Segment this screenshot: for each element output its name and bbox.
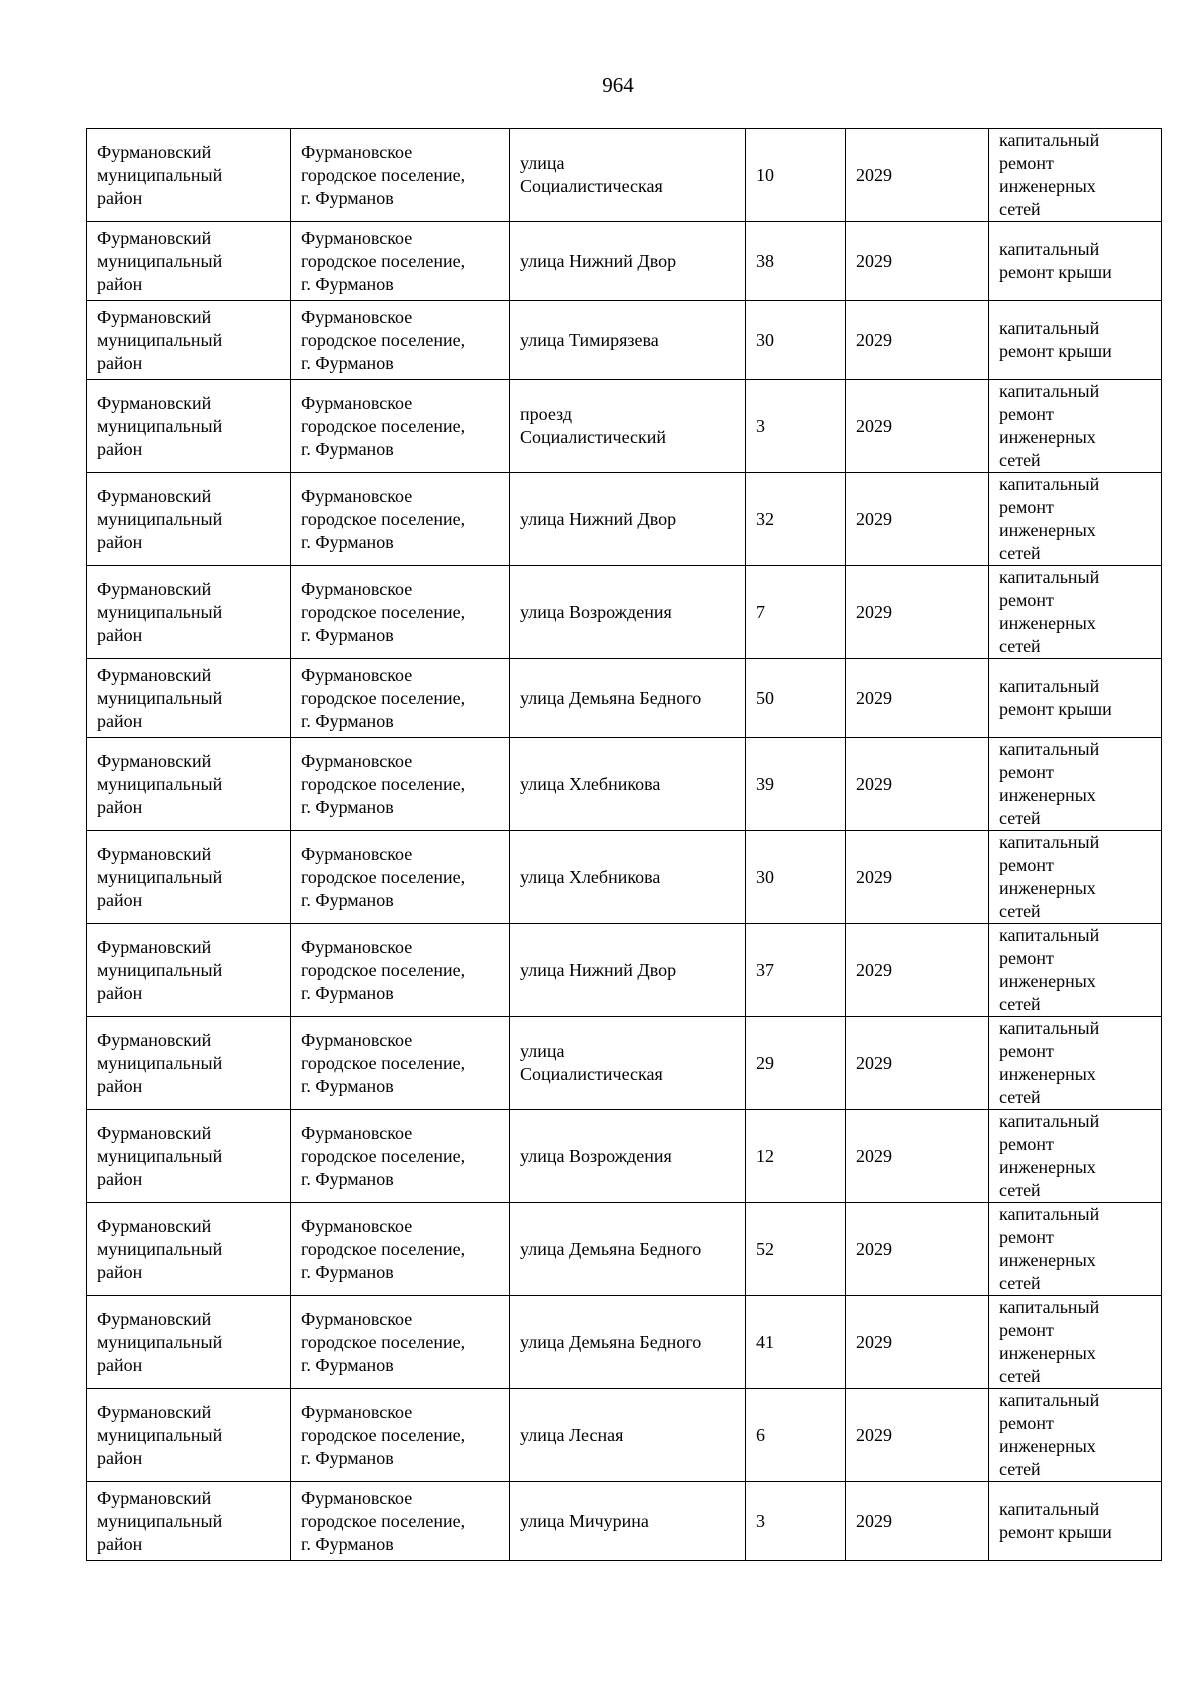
street-cell	[510, 1017, 746, 1110]
settlement-cell	[291, 566, 510, 659]
district-cell-line: Фурмановский	[97, 578, 212, 599]
district-cell	[87, 566, 291, 659]
street-cell-line: улица Возрождения	[520, 1145, 672, 1166]
settlement-cell-line: Фурмановское	[301, 1029, 413, 1050]
work-type-cell-line: сетей	[999, 543, 1041, 563]
work-type-cell-line: инженерных	[999, 1343, 1096, 1363]
work-type-cell-line: ремонт крыши	[999, 1522, 1112, 1542]
work-type-cell-line: капитальный	[999, 474, 1100, 494]
table-row	[87, 924, 1162, 1017]
district-cell-line: район	[97, 1168, 143, 1189]
page-number: 964	[602, 73, 634, 97]
house-number-cell: 10	[746, 129, 846, 222]
work-type-cell-line: инженерных	[999, 1064, 1096, 1084]
table-row	[87, 659, 1162, 738]
district-cell-line: район	[97, 1533, 143, 1554]
settlement-cell	[291, 831, 510, 924]
settlement-cell-line: Фурмановское	[301, 1215, 413, 1236]
year-cell: 2029	[846, 924, 989, 1017]
work-type-cell-line: капитальный	[999, 676, 1100, 696]
district-cell-line: муниципальный	[97, 1331, 223, 1352]
settlement-cell-line: г. Фурманов	[301, 1075, 394, 1096]
settlement-cell	[291, 1017, 510, 1110]
year-cell: 2029	[846, 222, 989, 301]
street-cell	[510, 738, 746, 831]
street-cell	[510, 659, 746, 738]
street-cell	[510, 1482, 746, 1561]
house-number-cell: 3	[746, 1482, 846, 1561]
settlement-cell	[291, 738, 510, 831]
settlement-cell	[291, 129, 510, 222]
street-cell	[510, 1296, 746, 1389]
table-row	[87, 129, 1162, 222]
settlement-cell-line: г. Фурманов	[301, 1533, 394, 1554]
work-type-cell	[989, 1389, 1162, 1482]
work-type-cell-line: ремонт	[999, 1041, 1054, 1061]
settlement-cell	[291, 1389, 510, 1482]
settlement-cell-line: Фурмановское	[301, 485, 413, 506]
work-type-cell	[989, 129, 1162, 222]
settlement-cell	[291, 1482, 510, 1561]
district-cell-line: муниципальный	[97, 415, 223, 436]
street-cell	[510, 473, 746, 566]
work-type-cell-line: инженерных	[999, 971, 1096, 991]
settlement-cell-line: Фурмановское	[301, 1487, 413, 1508]
street-cell-line: улица Нижний Двор	[520, 250, 677, 271]
district-cell-line: муниципальный	[97, 1238, 223, 1259]
settlement-cell	[291, 473, 510, 566]
settlement-cell-line: Фурмановское	[301, 843, 413, 864]
work-type-cell	[989, 1203, 1162, 1296]
work-type-cell-line: капитальный	[999, 318, 1100, 338]
settlement-cell-line: городское поселение,	[301, 601, 466, 622]
street-cell	[510, 1110, 746, 1203]
street-cell-line: улица	[520, 1041, 565, 1061]
table-row	[87, 738, 1162, 831]
settlement-cell	[291, 222, 510, 301]
street-cell	[510, 1203, 746, 1296]
work-type-cell-line: сетей	[999, 994, 1041, 1014]
district-cell-line: Фурмановский	[97, 1401, 212, 1422]
house-number-cell: 37	[746, 924, 846, 1017]
work-type-cell-line: сетей	[999, 1459, 1041, 1479]
work-type-cell	[989, 301, 1162, 380]
work-type-cell-line: капитальный	[999, 1018, 1100, 1038]
settlement-cell-line: городское поселение,	[301, 250, 466, 271]
settlement-cell-line: г. Фурманов	[301, 352, 394, 373]
district-cell	[87, 1017, 291, 1110]
year-cell: 2029	[846, 1482, 989, 1561]
district-cell	[87, 1203, 291, 1296]
work-type-cell	[989, 738, 1162, 831]
district-cell	[87, 380, 291, 473]
district-cell	[87, 473, 291, 566]
settlement-cell-line: городское поселение,	[301, 687, 466, 708]
settlement-cell-line: Фурмановское	[301, 1308, 413, 1329]
settlement-cell	[291, 1110, 510, 1203]
district-cell-line: Фурмановский	[97, 664, 212, 685]
year-cell: 2029	[846, 129, 989, 222]
district-cell-line: Фурмановский	[97, 227, 212, 248]
settlement-cell-line: г. Фурманов	[301, 796, 394, 817]
settlement-cell-line: г. Фурманов	[301, 273, 394, 294]
district-cell	[87, 738, 291, 831]
district-cell-line: Фурмановский	[97, 141, 212, 162]
settlement-cell-line: городское поселение,	[301, 508, 466, 529]
district-cell-line: муниципальный	[97, 866, 223, 887]
district-cell-line: район	[97, 531, 143, 552]
district-cell-line: муниципальный	[97, 601, 223, 622]
work-type-cell	[989, 222, 1162, 301]
settlement-cell-line: Фурмановское	[301, 306, 413, 327]
settlement-cell-line: г. Фурманов	[301, 187, 394, 208]
settlement-cell-line: городское поселение,	[301, 959, 466, 980]
district-cell-line: муниципальный	[97, 250, 223, 271]
work-type-cell-line: сетей	[999, 1273, 1041, 1293]
year-cell: 2029	[846, 380, 989, 473]
district-cell-line: Фурмановский	[97, 1029, 212, 1050]
district-cell	[87, 1389, 291, 1482]
house-number-cell: 38	[746, 222, 846, 301]
district-cell	[87, 831, 291, 924]
street-cell-line: Социалистическая	[520, 1064, 663, 1084]
street-cell-line: улица Мичурина	[520, 1510, 649, 1531]
district-cell-line: муниципальный	[97, 1052, 223, 1073]
district-cell-line: муниципальный	[97, 164, 223, 185]
district-cell-line: Фурмановский	[97, 843, 212, 864]
year-cell: 2029	[846, 1110, 989, 1203]
district-cell-line: муниципальный	[97, 959, 223, 980]
street-cell	[510, 222, 746, 301]
district-cell-line: район	[97, 1354, 143, 1375]
district-cell-line: муниципальный	[97, 1424, 223, 1445]
district-cell	[87, 301, 291, 380]
work-type-cell	[989, 1482, 1162, 1561]
house-number-cell: 30	[746, 301, 846, 380]
work-type-cell-line: ремонт	[999, 590, 1054, 610]
work-type-cell-line: инженерных	[999, 1157, 1096, 1177]
settlement-cell-line: городское поселение,	[301, 1331, 466, 1352]
district-cell-line: муниципальный	[97, 508, 223, 529]
street-cell-line: улица Хлебникова	[520, 866, 661, 887]
district-cell-line: Фурмановский	[97, 1122, 212, 1143]
work-type-cell-line: капитальный	[999, 739, 1100, 759]
work-type-cell	[989, 1296, 1162, 1389]
district-cell-line: Фурмановский	[97, 392, 212, 413]
district-cell-line: Фурмановский	[97, 306, 212, 327]
work-type-cell	[989, 1110, 1162, 1203]
street-cell	[510, 831, 746, 924]
district-cell-line: муниципальный	[97, 687, 223, 708]
work-type-cell-line: ремонт	[999, 948, 1054, 968]
district-cell-line: район	[97, 438, 143, 459]
table-row	[87, 301, 1162, 380]
street-cell-line: проезд	[520, 404, 573, 424]
work-type-cell-line: инженерных	[999, 613, 1096, 633]
district-cell-line: район	[97, 1261, 143, 1282]
work-type-cell-line: инженерных	[999, 176, 1096, 196]
settlement-cell-line: г. Фурманов	[301, 1168, 394, 1189]
street-cell	[510, 566, 746, 659]
district-cell-line: муниципальный	[97, 773, 223, 794]
settlement-cell-line: городское поселение,	[301, 1238, 466, 1259]
table-row	[87, 1203, 1162, 1296]
district-cell-line: район	[97, 796, 143, 817]
work-type-cell-line: сетей	[999, 1180, 1041, 1200]
house-number-cell: 29	[746, 1017, 846, 1110]
district-cell-line: район	[97, 889, 143, 910]
house-number-cell: 41	[746, 1296, 846, 1389]
year-cell: 2029	[846, 301, 989, 380]
settlement-cell-line: г. Фурманов	[301, 1354, 394, 1375]
street-cell	[510, 1389, 746, 1482]
district-cell-line: Фурмановский	[97, 750, 212, 771]
settlement-cell-line: Фурмановское	[301, 141, 413, 162]
work-type-cell	[989, 380, 1162, 473]
district-cell-line: район	[97, 710, 143, 731]
work-type-cell-line: инженерных	[999, 427, 1096, 447]
work-type-cell-line: ремонт	[999, 497, 1054, 517]
street-cell-line: Социалистический	[520, 427, 667, 447]
district-cell	[87, 1482, 291, 1561]
settlement-cell-line: г. Фурманов	[301, 624, 394, 645]
street-cell-line: улица Тимирязева	[520, 329, 659, 350]
street-cell	[510, 301, 746, 380]
district-cell	[87, 222, 291, 301]
settlement-cell-line: городское поселение,	[301, 329, 466, 350]
settlement-cell-line: городское поселение,	[301, 1510, 466, 1531]
table-row	[87, 1017, 1162, 1110]
work-type-cell	[989, 659, 1162, 738]
house-number-cell: 39	[746, 738, 846, 831]
work-type-cell-line: ремонт	[999, 404, 1054, 424]
district-cell-line: муниципальный	[97, 329, 223, 350]
district-cell-line: район	[97, 187, 143, 208]
work-type-cell-line: сетей	[999, 1366, 1041, 1386]
work-type-cell-line: инженерных	[999, 1436, 1096, 1456]
house-number-cell: 52	[746, 1203, 846, 1296]
work-type-cell-line: капитальный	[999, 1297, 1100, 1317]
district-cell-line: район	[97, 624, 143, 645]
district-cell	[87, 1296, 291, 1389]
settlement-cell-line: Фурмановское	[301, 578, 413, 599]
table-row	[87, 1389, 1162, 1482]
work-type-cell-line: ремонт крыши	[999, 341, 1112, 361]
street-cell-line: улица Демьяна Бедного	[520, 1238, 702, 1259]
work-type-cell-line: ремонт	[999, 1320, 1054, 1340]
district-cell	[87, 129, 291, 222]
district-cell-line: Фурмановский	[97, 485, 212, 506]
district-cell-line: Фурмановский	[97, 1487, 212, 1508]
street-cell-line: Социалистическая	[520, 176, 663, 196]
settlement-cell-line: Фурмановское	[301, 936, 413, 957]
work-type-cell	[989, 831, 1162, 924]
repair-schedule-table	[86, 128, 1162, 1561]
settlement-cell-line: городское поселение,	[301, 1424, 466, 1445]
house-number-cell: 3	[746, 380, 846, 473]
work-type-cell-line: ремонт крыши	[999, 262, 1112, 282]
table-row	[87, 1296, 1162, 1389]
settlement-cell	[291, 301, 510, 380]
work-type-cell-line: ремонт	[999, 762, 1054, 782]
district-cell-line: Фурмановский	[97, 1308, 212, 1329]
work-type-cell-line: инженерных	[999, 520, 1096, 540]
settlement-cell-line: Фурмановское	[301, 1122, 413, 1143]
work-type-cell-line: сетей	[999, 808, 1041, 828]
table-row	[87, 566, 1162, 659]
settlement-cell	[291, 659, 510, 738]
work-type-cell-line: ремонт	[999, 1134, 1054, 1154]
district-cell-line: район	[97, 982, 143, 1003]
district-cell-line: Фурмановский	[97, 1215, 212, 1236]
work-type-cell-line: капитальный	[999, 381, 1100, 401]
settlement-cell-line: г. Фурманов	[301, 889, 394, 910]
settlement-cell	[291, 1296, 510, 1389]
district-cell-line: муниципальный	[97, 1510, 223, 1531]
work-type-cell-line: капитальный	[999, 1111, 1100, 1131]
table-row	[87, 1110, 1162, 1203]
work-type-cell-line: ремонт	[999, 855, 1054, 875]
district-cell	[87, 924, 291, 1017]
work-type-cell-line: ремонт	[999, 1227, 1054, 1247]
district-cell-line: район	[97, 1075, 143, 1096]
table-row	[87, 1482, 1162, 1561]
settlement-cell-line: городское поселение,	[301, 866, 466, 887]
year-cell: 2029	[846, 473, 989, 566]
table-row	[87, 831, 1162, 924]
year-cell: 2029	[846, 1203, 989, 1296]
work-type-cell	[989, 924, 1162, 1017]
work-type-cell-line: сетей	[999, 199, 1041, 219]
settlement-cell-line: городское поселение,	[301, 773, 466, 794]
work-type-cell-line: капитальный	[999, 1204, 1100, 1224]
settlement-cell-line: г. Фурманов	[301, 982, 394, 1003]
settlement-cell-line: Фурмановское	[301, 750, 413, 771]
year-cell: 2029	[846, 659, 989, 738]
year-cell: 2029	[846, 1389, 989, 1482]
work-type-cell-line: сетей	[999, 901, 1041, 921]
settlement-cell-line: городское поселение,	[301, 415, 466, 436]
house-number-cell: 30	[746, 831, 846, 924]
settlement-cell-line: Фурмановское	[301, 227, 413, 248]
district-cell-line: район	[97, 273, 143, 294]
house-number-cell: 50	[746, 659, 846, 738]
settlement-cell-line: Фурмановское	[301, 664, 413, 685]
work-type-cell-line: сетей	[999, 1087, 1041, 1107]
work-type-cell-line: ремонт крыши	[999, 699, 1112, 719]
table-body	[87, 129, 1162, 1561]
work-type-cell	[989, 566, 1162, 659]
work-type-cell	[989, 1017, 1162, 1110]
settlement-cell	[291, 380, 510, 473]
district-cell-line: Фурмановский	[97, 936, 212, 957]
settlement-cell-line: г. Фурманов	[301, 438, 394, 459]
work-type-cell-line: капитальный	[999, 239, 1100, 259]
work-type-cell-line: ремонт	[999, 1413, 1054, 1433]
district-cell-line: район	[97, 352, 143, 373]
district-cell	[87, 1110, 291, 1203]
settlement-cell-line: г. Фурманов	[301, 531, 394, 552]
work-type-cell-line: ремонт	[999, 153, 1054, 173]
street-cell-line: улица Лесная	[520, 1424, 624, 1445]
work-type-cell-line: капитальный	[999, 925, 1100, 945]
work-type-cell-line: сетей	[999, 636, 1041, 656]
settlement-cell-line: городское поселение,	[301, 1052, 466, 1073]
year-cell: 2029	[846, 831, 989, 924]
work-type-cell-line: капитальный	[999, 1499, 1100, 1519]
street-cell-line: улица Демьяна Бедного	[520, 1331, 702, 1352]
settlement-cell-line: г. Фурманов	[301, 1261, 394, 1282]
settlement-cell-line: г. Фурманов	[301, 710, 394, 731]
year-cell: 2029	[846, 1017, 989, 1110]
settlement-cell	[291, 1203, 510, 1296]
work-type-cell	[989, 473, 1162, 566]
work-type-cell-line: капитальный	[999, 567, 1100, 587]
settlement-cell-line: Фурмановское	[301, 392, 413, 413]
street-cell-line: улица Нижний Двор	[520, 959, 677, 980]
street-cell-line: улица Хлебникова	[520, 773, 661, 794]
work-type-cell-line: инженерных	[999, 785, 1096, 805]
district-cell-line: муниципальный	[97, 1145, 223, 1166]
house-number-cell: 6	[746, 1389, 846, 1482]
street-cell	[510, 380, 746, 473]
work-type-cell-line: капитальный	[999, 1390, 1100, 1410]
settlement-cell-line: городское поселение,	[301, 164, 466, 185]
settlement-cell	[291, 924, 510, 1017]
work-type-cell-line: капитальный	[999, 832, 1100, 852]
street-cell-line: улица Возрождения	[520, 601, 672, 622]
house-number-cell: 32	[746, 473, 846, 566]
street-cell	[510, 129, 746, 222]
district-cell	[87, 659, 291, 738]
house-number-cell: 7	[746, 566, 846, 659]
year-cell: 2029	[846, 1296, 989, 1389]
table-row	[87, 473, 1162, 566]
table-row	[87, 222, 1162, 301]
year-cell: 2029	[846, 738, 989, 831]
settlement-cell-line: г. Фурманов	[301, 1447, 394, 1468]
street-cell-line: улица Нижний Двор	[520, 508, 677, 529]
district-cell-line: район	[97, 1447, 143, 1468]
work-type-cell-line: инженерных	[999, 878, 1096, 898]
street-cell	[510, 924, 746, 1017]
work-type-cell-line: сетей	[999, 450, 1041, 470]
year-cell: 2029	[846, 566, 989, 659]
table-row	[87, 380, 1162, 473]
street-cell-line: улица	[520, 153, 565, 173]
work-type-cell-line: капитальный	[999, 130, 1100, 150]
settlement-cell-line: городское поселение,	[301, 1145, 466, 1166]
work-type-cell-line: инженерных	[999, 1250, 1096, 1270]
house-number-cell: 12	[746, 1110, 846, 1203]
settlement-cell-line: Фурмановское	[301, 1401, 413, 1422]
street-cell-line: улица Демьяна Бедного	[520, 687, 702, 708]
